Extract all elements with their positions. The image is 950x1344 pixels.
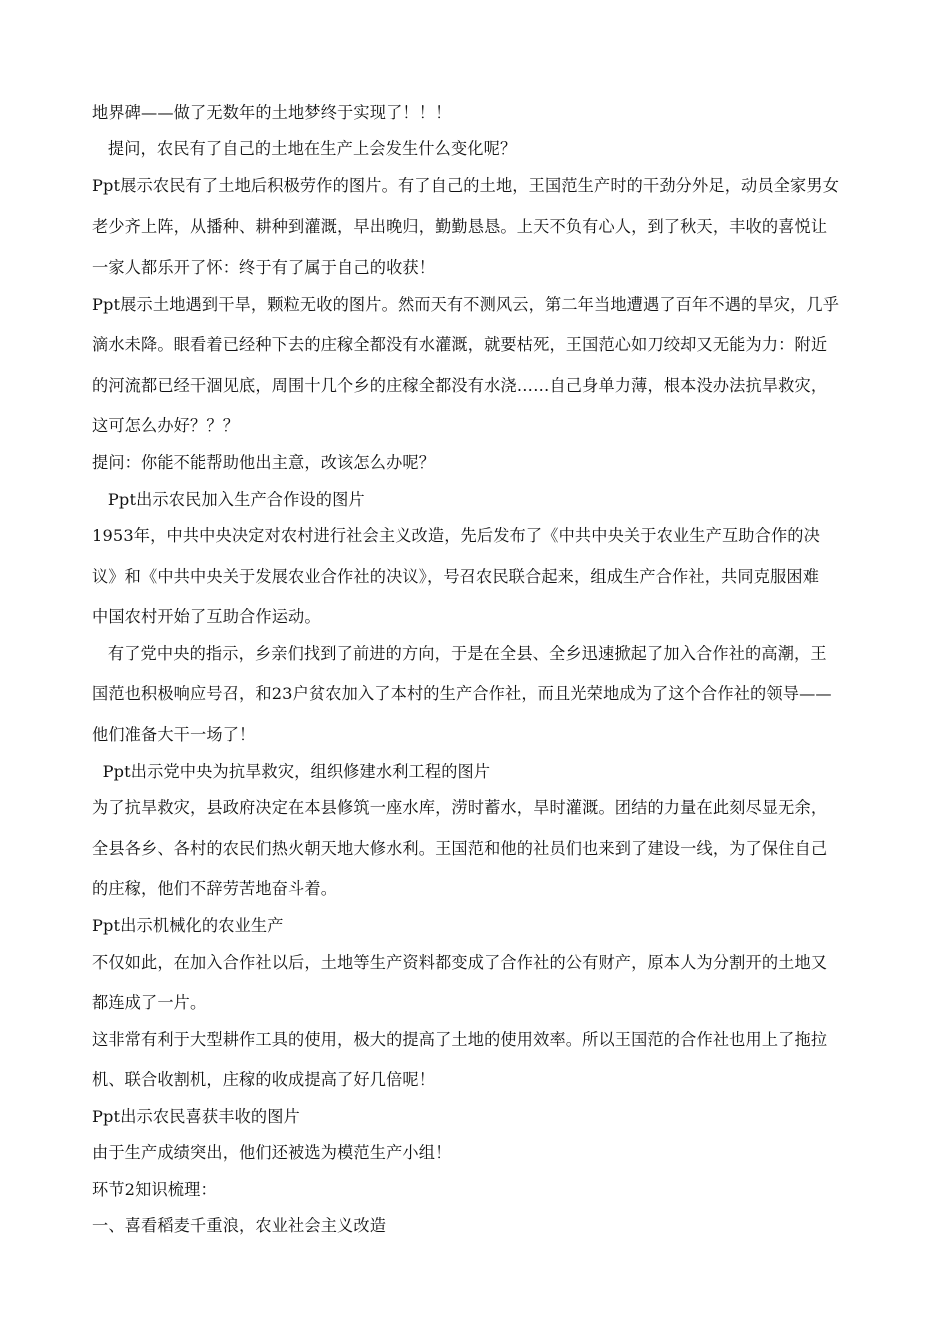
text-line: 这非常有利于大型耕作工具的使用，极大的提高了土地的使用效率。所以王国范的合作社也用上了拖拉 [92,1030,828,1049]
text-line: 全县各乡、各村的农民们热火朝天地大修水利。王国范和他的社员们也来到了建设一线，为了保住自己 [92,839,828,858]
text-line: 中国农村开始了互助合作运动。 [92,607,321,626]
text-line: 老少齐上阵，从播种、耕种到灌溉，早出晚归，勤勤恳恳。上天不负有心人，到了秋天，丰收的喜悦让 [92,217,828,236]
text-line: 滴水未降。眼看着已经种下去的庄稼全都没有水灌溉，就要枯死，王国范心如刀绞却又无能为力：附近 [92,335,828,354]
text-line: 1953年，中共中央决定对农村进行社会主义改造，先后发布了《中共中央关于农业生产互助合作的决 [92,526,820,545]
text-line: Ppt出示农民喜获丰收的图片 [92,1107,300,1126]
text-line: 为了抗旱救灾，县政府决定在本县修筑一座水库，涝时蓄水，旱时灌溉。团结的力量在此刻尽显无余， [92,798,828,817]
text-line: 一家人都乐开了怀：终于有了属于自己的收获！ [92,258,436,277]
text-line: Ppt展示农民有了土地后积极劳作的图片。有了自己的土地，王国范生产时的干劲分外足，动员全家男女 [92,176,840,195]
text-line: 他们准备大干一场了！ [92,725,256,744]
text-line: 环节2知识梳理： [92,1180,217,1199]
text-line: 提问：你能不能帮助他出主意，改该怎么办呢？ [92,453,436,472]
text-line: 不仅如此，在加入合作社以后，土地等生产资料都变成了合作社的公有财产，原本人为分割开的土地又 [92,953,828,972]
text-line: 机、联合收割机，庄稼的收成提高了好几倍呢！ [92,1070,436,1089]
text-line: Ppt出示农民加入生产合作设的图片 [92,490,365,509]
text-line: 都连成了一片。 [92,993,207,1012]
text-line: 由于生产成绩突出，他们还被选为模范生产小组！ [92,1143,452,1162]
text-line: 这可怎么办好？？？ [92,416,240,435]
text-line: 议》和《中共中央关于发展农业合作社的决议》，号召农民联合起来，组成生产合作社，共同克服困难 [92,567,820,586]
text-line: Ppt出示党中央为抗旱救灾，组织修建水利工程的图片 [92,762,491,781]
text-line: 的庄稼，他们不辞劳苦地奋斗着。 [92,879,338,898]
text-line: 提问，农民有了自己的土地在生产上会发生什么变化呢？ [92,139,517,158]
section-heading: 一、喜看稻麦千重浪，农业社会主义改造 [92,1216,387,1235]
text-line: 地界碑——做了无数年的土地梦终于实现了！！！ [92,103,452,122]
text-line: 的河流都已经干涸见底，周围十几个乡的庄稼全都没有水浇……自己身单力薄，根本没办法抗旱救灾， [92,376,828,395]
text-line: Ppt出示机械化的农业生产 [92,916,284,935]
text-line: 国范也积极响应号召，和23户贫农加入了本村的生产合作社，而且光荣地成为了这个合作社的领导—— [92,684,832,703]
text-line: 有了党中央的指示，乡亲们找到了前进的方向，于是在全县、全乡迅速掀起了加入合作社的高潮，王 [92,644,827,663]
text-line: Ppt展示土地遇到干旱，颗粒无收的图片。然而天有不测风云，第二年当地遭遇了百年不遇的旱灾，几乎 [92,295,840,314]
